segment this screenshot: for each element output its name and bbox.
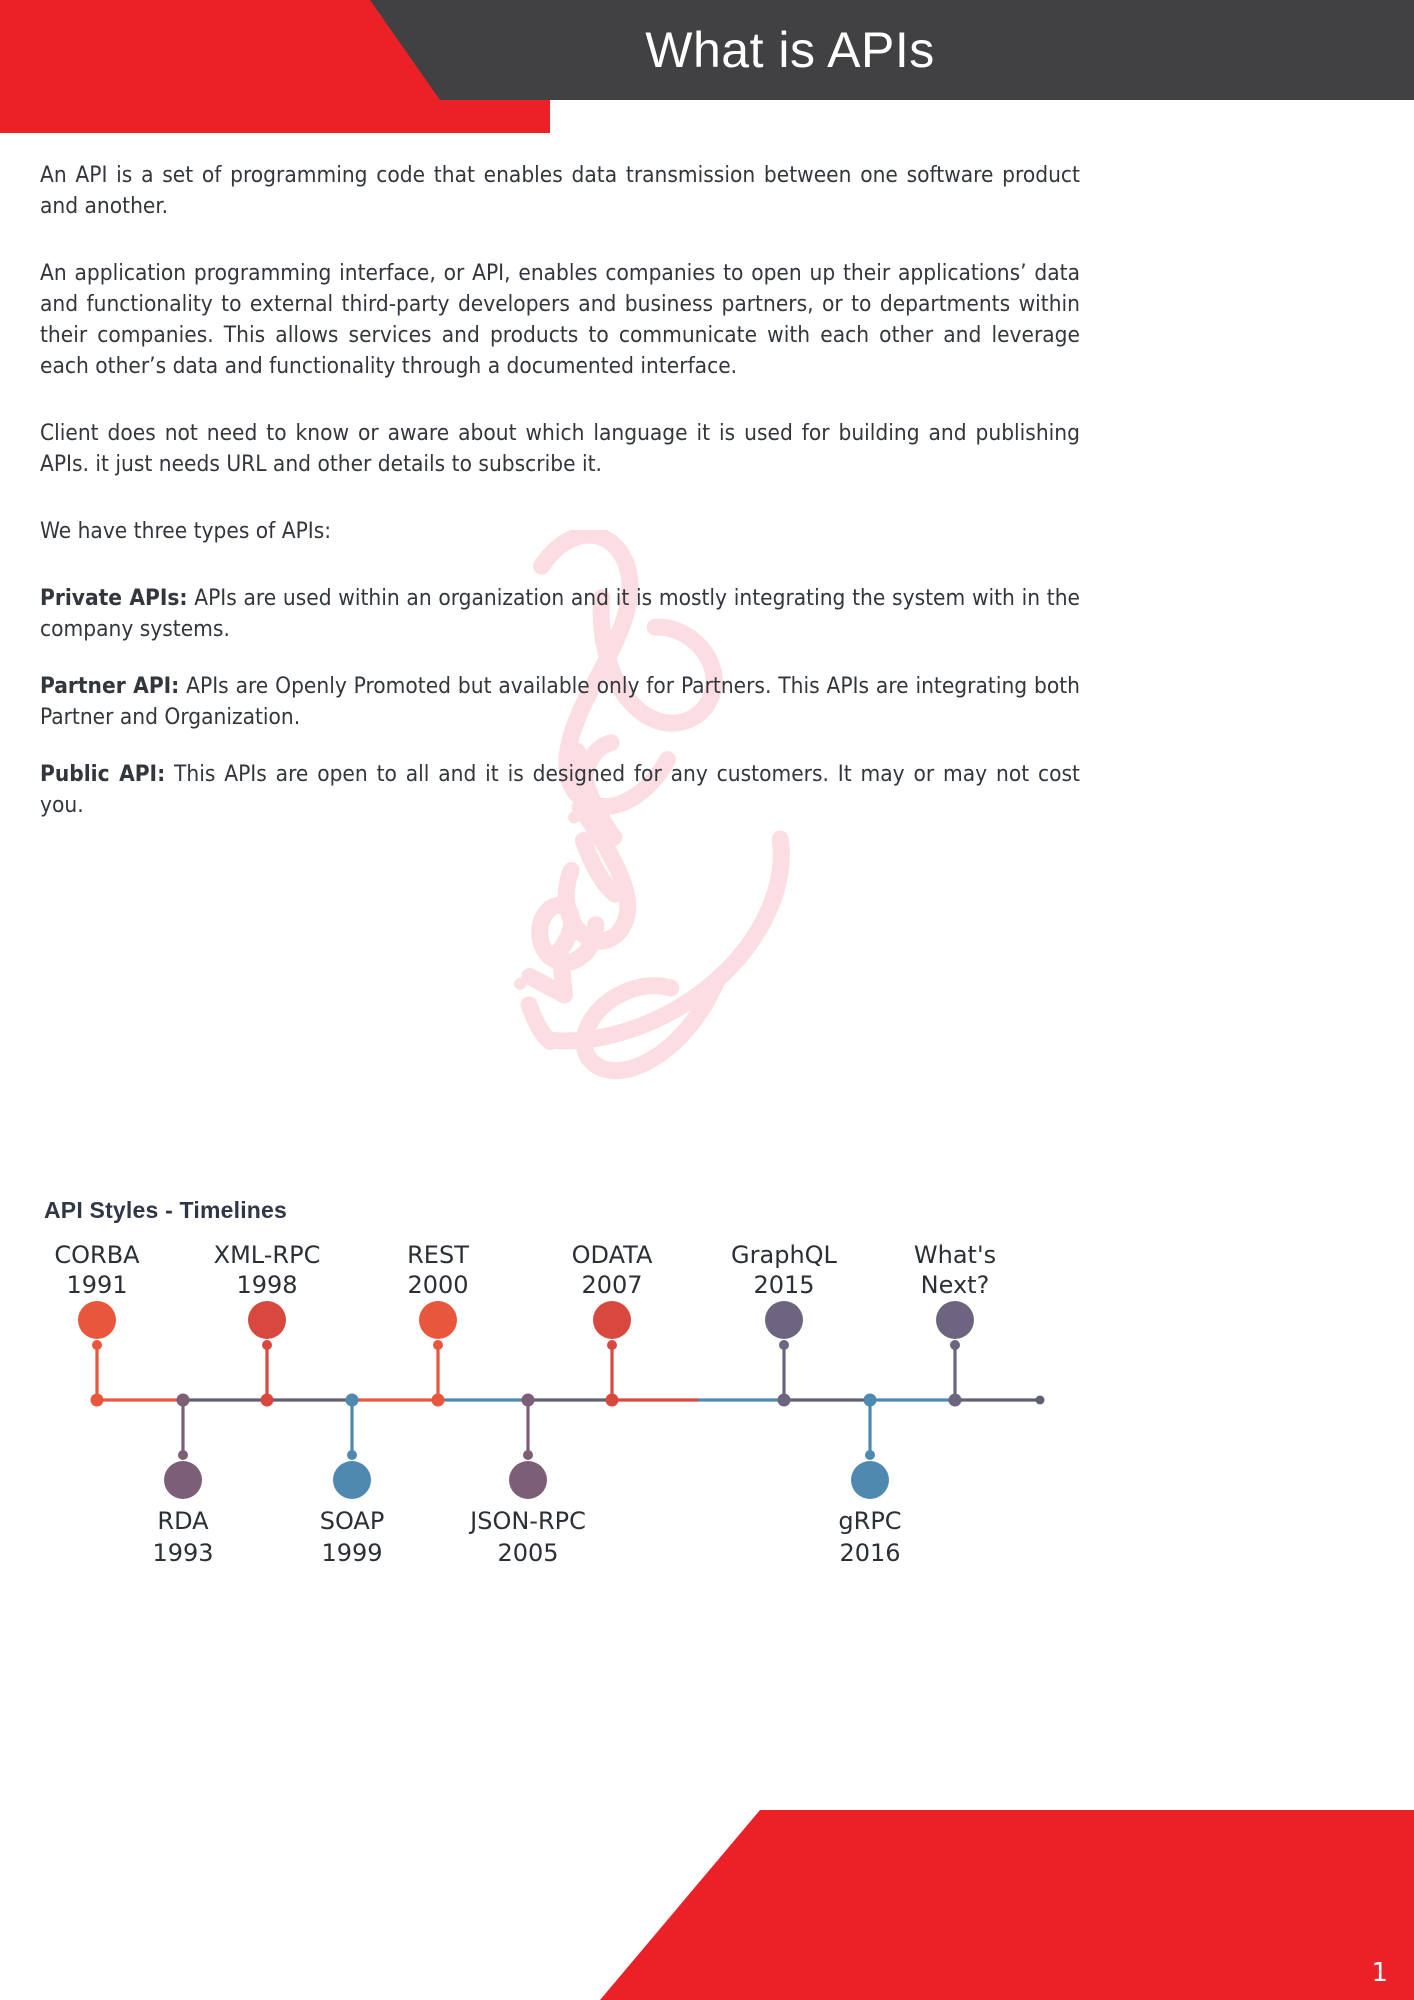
timeline-marker-circle[interactable] [851, 1461, 889, 1499]
timeline-node-year: 1991 [66, 1271, 128, 1299]
paragraph-text: We have three types of APIs: [40, 518, 332, 544]
timeline-node[interactable] [152, 1394, 213, 1568]
timeline-axis-node-dot [778, 1394, 791, 1407]
timeline-node-name: SOAP [319, 1507, 385, 1535]
timeline-node-year: 1998 [236, 1271, 298, 1299]
timeline-heading: API Styles - Timelines [44, 1197, 288, 1223]
timeline-stem-tip-dot [178, 1450, 188, 1460]
timeline-axis-node-dot [261, 1394, 274, 1407]
timeline-axis-node-dot [522, 1394, 535, 1407]
paragraph-client [40, 418, 1080, 480]
footer-red-accent [0, 1810, 1414, 2000]
timeline-node-name: REST [407, 1241, 469, 1269]
timeline-node-name: XML-RPC [213, 1241, 321, 1269]
paragraph-definition [40, 258, 1080, 382]
timeline-node-year: 1993 [152, 1539, 214, 1567]
page-number: 1 [1371, 1958, 1388, 1988]
timeline-marker-circle[interactable] [419, 1301, 457, 1339]
api-styles-timeline [0, 1240, 1414, 1580]
timeline-stem-tip-dot [865, 1450, 875, 1460]
timeline-marker-circle[interactable] [765, 1301, 803, 1339]
timeline-node[interactable] [214, 1241, 321, 1407]
timeline-stem-tip-dot [607, 1340, 617, 1350]
timeline-node-year: 2005 [497, 1539, 559, 1567]
paragraph-partner-api [40, 671, 1080, 733]
paragraph-private-api [40, 583, 1080, 645]
timeline-axis-node-dot [346, 1394, 359, 1407]
page-header [0, 0, 1414, 140]
timeline-node-name: CORBA [54, 1241, 140, 1269]
timeline-axis-node-dot [177, 1394, 190, 1407]
timeline-marker-circle[interactable] [936, 1301, 974, 1339]
partner-api-label: Partner API: [40, 673, 180, 699]
timeline-node-year: 1999 [321, 1539, 383, 1567]
timeline-marker-circle[interactable] [593, 1301, 631, 1339]
timeline-node[interactable] [407, 1241, 469, 1407]
timeline-node[interactable] [320, 1394, 385, 1568]
private-api-text: APIs are used within an organization and it is mostly integrating the system with in the company systems. [40, 585, 1080, 642]
timeline-marker-circle[interactable] [248, 1301, 286, 1339]
partner-api-text: APIs are Openly Promoted but available only for Partners. This APIs are integrating both Partner and Organization. [40, 673, 1080, 730]
timeline-node[interactable] [468, 1394, 586, 1568]
timeline-node-year: 2007 [581, 1271, 643, 1299]
timeline-axis-end-dot [1036, 1396, 1045, 1405]
timeline-node[interactable] [731, 1241, 838, 1407]
paragraph-public-api [40, 759, 1080, 821]
timeline-axis-node-dot [91, 1394, 104, 1407]
timeline-axis-node-dot [432, 1394, 445, 1407]
timeline-node-year: 2015 [753, 1271, 815, 1299]
timeline-marker-circle[interactable] [333, 1461, 371, 1499]
timeline-node-name: RDA [157, 1507, 209, 1535]
timeline-node-name: gRPC [838, 1507, 902, 1535]
timeline-stem-tip-dot [347, 1450, 357, 1460]
timeline-node-name: What's [913, 1241, 997, 1269]
timeline-axis-node-dot [864, 1394, 877, 1407]
paragraph-three-types [40, 516, 1080, 547]
timeline-node-year: Next? [920, 1271, 990, 1299]
public-api-text: This APIs are open to all and it is designed for any customers. It may or may not cost you. [40, 761, 1080, 818]
timeline-stem-tip-dot [950, 1340, 960, 1350]
timeline-marker-circle[interactable] [78, 1301, 116, 1339]
timeline-stem-tip-dot [433, 1340, 443, 1350]
timeline-node-name: ODATA [571, 1241, 653, 1269]
timeline-node-name: GraphQL [731, 1241, 837, 1269]
document-body [40, 160, 1080, 847]
timeline-node[interactable] [914, 1241, 996, 1407]
timeline-stem-tip-dot [779, 1340, 789, 1350]
timeline-stem-tip-dot [262, 1340, 272, 1350]
timeline-node-year: 2000 [407, 1271, 469, 1299]
timeline-marker-circle[interactable] [509, 1461, 547, 1499]
timeline-marker-circle[interactable] [164, 1461, 202, 1499]
timeline-node-name: JSON-RPC [470, 1507, 586, 1535]
paragraph-text: An application programming interface, or API, enables companies to open up their applications’ data and functionality to external third-party developers and business partners, or to departments within their companies. This allows services and products to communicate with each other and leverage each other’s data and functionality through a documented interface. [40, 260, 1080, 379]
timeline-node-year: 2016 [839, 1539, 901, 1567]
timeline-node[interactable] [838, 1394, 901, 1568]
timeline-node[interactable] [572, 1241, 653, 1407]
page-footer [0, 1760, 1414, 2000]
timeline-stem-tip-dot [523, 1450, 533, 1460]
private-api-label: Private APIs: [40, 585, 188, 611]
timeline-axis-node-dot [949, 1394, 962, 1407]
page-title: What is APIs [645, 22, 935, 78]
paragraph-text: An API is a set of programming code that enables data transmission between one software product and another. [40, 162, 1080, 219]
public-api-label: Public API: [40, 761, 166, 787]
timeline-stem-tip-dot [92, 1340, 102, 1350]
paragraph-text: Client does not need to know or aware about which language it is used for building and publishing APIs. it just needs URL and other details to subscribe it. [40, 420, 1080, 477]
timeline-axis-node-dot [606, 1394, 619, 1407]
timeline-node[interactable] [54, 1241, 140, 1407]
paragraph-intro [40, 160, 1080, 222]
